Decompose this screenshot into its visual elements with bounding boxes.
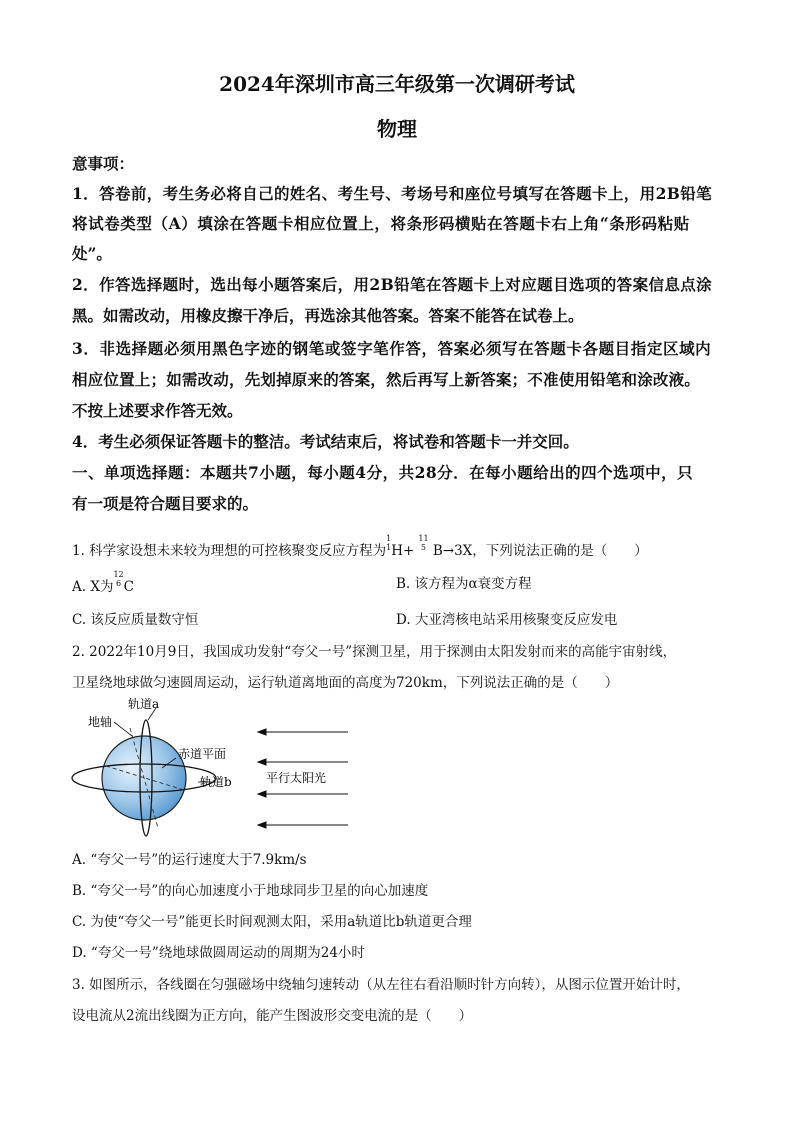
q1-option-d[interactable]: D. 大亚湾核电站采用核聚变反应发电 xyxy=(396,612,618,628)
label-earth-axis: 地轴 xyxy=(88,715,113,729)
notice-line: 2．作答选择题时，选出每小题答案后，用2B铅笔在答题卡上对应题目选项的答案信息点涂 xyxy=(72,275,713,294)
q3-stem-line2: 设电流从2流出线圈为正方向，能产生图波形交变电流的是（ ） xyxy=(72,1008,473,1024)
orbit-diagram xyxy=(66,692,366,842)
q1-option-b[interactable]: B. 该方程为α衰变方程 xyxy=(396,576,532,592)
label-orbit-a: 轨道a xyxy=(128,697,160,711)
q2-option-b[interactable]: B. “夸父一号”的向心加速度小于地球同步卫星的向心加速度 xyxy=(72,883,429,899)
notice-line: 3．非选择题必须用黑色字迹的钢笔或签字笔作答，答案必须写在答题卡各题目指定区域内 xyxy=(72,339,712,358)
boron-nuclide: 11 5 xyxy=(418,534,429,552)
q1-stem: 1. 科学家设想未来较为理想的可控核聚变反应方程为1 1H+11 5 B→3X，下列说法正确的是（ ） xyxy=(72,534,648,559)
hydrogen-nuclide: 1 1 xyxy=(386,534,392,552)
q1-option-a[interactable]: A. X为12 6 C xyxy=(72,570,134,595)
notice-line: 将试卷类型（A）填涂在答题卡相应位置上，将条形码横贴在答题卡右上角“条形码粘贴 xyxy=(72,214,690,233)
q2-stem-line1: 2. 2022年10月9日，我国成功发射“夸父一号”探测卫星，用于探测由太阳发射而来的高能宇宙射线， xyxy=(72,644,677,660)
subject-title: 物理 xyxy=(377,117,417,141)
q2-option-a[interactable]: A. “夸父一号”的运行速度大于7.9km/s xyxy=(72,852,307,868)
notice-line: 不按上述要求作答无效。 xyxy=(72,401,243,420)
notice-line: 1．答卷前，考生务必将自己的姓名、考生号、考场号和座位号填写在答题卡上，用2B铅笔 xyxy=(72,184,713,203)
label-parallel-sunlight: 平行太阳光 xyxy=(266,771,327,785)
notice-line: 相应位置上；如需改动，先划掉原来的答案，然后再写上新答案；不准使用铅笔和涂改液。 xyxy=(72,370,701,389)
q3-stem-line1: 3. 如图所示，各线圈在匀强磁场中绕轴匀速转动（从左往右看沿顺时针方向转），从图示位置开始计时， xyxy=(72,977,690,993)
q2-option-c[interactable]: C. 为使“夸父一号”能更长时间观测太阳，采用a轨道比b轨道更合理 xyxy=(72,914,472,930)
notice-line: 处”。 xyxy=(72,244,112,263)
q1-stem-text: 1. 科学家设想未来较为理想的可控核聚变反应方程为 xyxy=(72,543,387,559)
section-heading: 一、单项选择题：本题共7小题，每小题4分，共28分．在每小题给出的四个选项中，只 xyxy=(72,463,694,482)
label-equator-plane: 赤道平面 xyxy=(178,747,227,761)
notice-line: 黑。如需改动，用橡皮擦干净后，再选涂其他答案。答案不能答在试卷上。 xyxy=(72,306,584,325)
carbon-nuclide: 12 6 xyxy=(113,570,124,588)
q1-option-c[interactable]: C. 该反应质量数守恒 xyxy=(72,612,199,628)
notice-heading: 意事项： xyxy=(72,154,135,173)
notice-line: 4．考生必须保证答题卡的整洁。考试结束后，将试卷和答题卡一并交回。 xyxy=(72,432,579,451)
label-orbit-b: 轨道b xyxy=(200,775,232,789)
q2-option-d[interactable]: D. “夸父一号”绕地球做圆周运动的周期为24小时 xyxy=(72,945,365,961)
q2-stem-line2: 卫星绕地球做匀速圆周运动，运行轨道离地面的高度为720km，下列说法正确的是（ ） xyxy=(72,675,619,691)
page-title: 2024年深圳市高三年级第一次调研考试 xyxy=(219,72,575,96)
section-heading-cont: 有一项是符合题目要求的。 xyxy=(72,494,259,513)
